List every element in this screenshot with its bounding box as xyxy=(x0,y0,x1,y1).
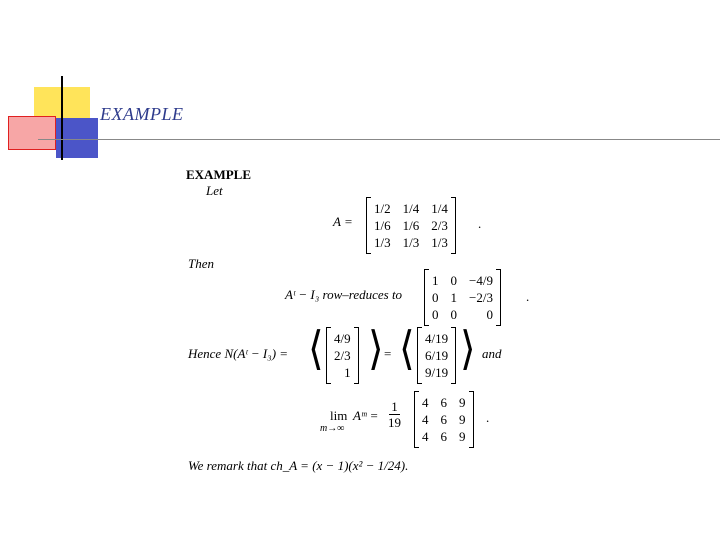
example-heading: EXAMPLE xyxy=(186,167,251,182)
matrix-cell: −4/9 xyxy=(469,273,493,288)
matrix-cell: 1/2 xyxy=(374,201,391,216)
matrix-cell: 2/3 xyxy=(334,348,351,363)
matrix-cell: 6 xyxy=(440,412,447,427)
matrix-cell: 1 xyxy=(344,365,351,380)
matrix-cell: 1/4 xyxy=(402,201,420,216)
vector-1 xyxy=(326,328,359,383)
period-2: . xyxy=(526,289,530,304)
matrix-cell: 4 xyxy=(422,395,429,410)
matrix-reduced xyxy=(424,270,501,325)
lim-subscript: m→∞ xyxy=(320,423,345,434)
matrix-cell: 2/3 xyxy=(431,218,448,233)
matrix-cell: 0 xyxy=(450,273,457,288)
matrix-cell: 1/3 xyxy=(402,235,420,250)
period-1: . xyxy=(478,216,482,231)
matrix-cell: 4 xyxy=(422,412,429,427)
matrix-a-label: A = xyxy=(333,214,353,229)
left-angle-bracket-1: ⟨ xyxy=(308,322,324,376)
let-text: Let xyxy=(206,183,223,198)
matrix-cell: 4/9 xyxy=(334,331,351,346)
decor-red-square xyxy=(8,116,56,150)
matrix-cell: 6 xyxy=(440,395,447,410)
remark-text: We remark that ch_A = (x − 1)(x² − 1/24). xyxy=(188,458,409,473)
matrix-cell: 6 xyxy=(440,429,447,444)
matrix-cell: 1/4 xyxy=(431,201,448,216)
matrix-cell: 0 xyxy=(450,307,457,322)
decor-vertical-line xyxy=(61,76,63,160)
matrix-cell: −2/3 xyxy=(469,290,493,305)
matrix-cell: 6/19 xyxy=(425,348,449,363)
then-text: Then xyxy=(188,256,214,271)
slide-title: EXAMPLE xyxy=(100,104,184,124)
left-angle-bracket-2: ⟨ xyxy=(399,322,415,376)
matrix-cell: 1 xyxy=(450,290,457,305)
period-3: . xyxy=(486,410,490,425)
right-angle-bracket-1: ⟩ xyxy=(368,322,384,376)
matrix-cell: 0 xyxy=(486,307,493,322)
matrix-cell: 0 xyxy=(432,307,439,322)
fraction-denominator: 19 xyxy=(388,415,401,430)
matrix-cell: 0 xyxy=(432,290,439,305)
matrix-a xyxy=(366,198,456,253)
vector-2 xyxy=(417,328,456,383)
right-angle-bracket-2: ⟩ xyxy=(460,322,476,376)
fraction-one-over-19 xyxy=(388,399,401,430)
matrix-cell: 4/19 xyxy=(425,331,449,346)
fraction-numerator: 1 xyxy=(391,399,398,414)
a-power-m: Aᵐ = xyxy=(353,408,379,423)
matrix-cell: 9 xyxy=(459,412,466,427)
lim-text: lim xyxy=(330,408,348,423)
equals-sign: = xyxy=(384,346,392,361)
title-underline xyxy=(38,139,720,140)
matrix-limit xyxy=(414,392,474,447)
hence-text: Hence N(Aᵗ − I₃) = xyxy=(188,346,289,361)
matrix-cell: 9/19 xyxy=(425,365,449,380)
matrix-cell: 1/3 xyxy=(431,235,448,250)
and-text: and xyxy=(482,346,502,361)
matrix-cell: 4 xyxy=(422,429,429,444)
matrix-cell: 1/6 xyxy=(402,218,420,233)
matrix-cell: 9 xyxy=(459,429,466,444)
matrix-cell: 1/6 xyxy=(374,218,391,233)
row-reduce-text: Aᵗ − I₃ row–reduces to xyxy=(285,287,403,302)
matrix-cell: 1/3 xyxy=(374,235,391,250)
matrix-cell: 1 xyxy=(432,273,439,288)
matrix-cell: 9 xyxy=(459,395,466,410)
